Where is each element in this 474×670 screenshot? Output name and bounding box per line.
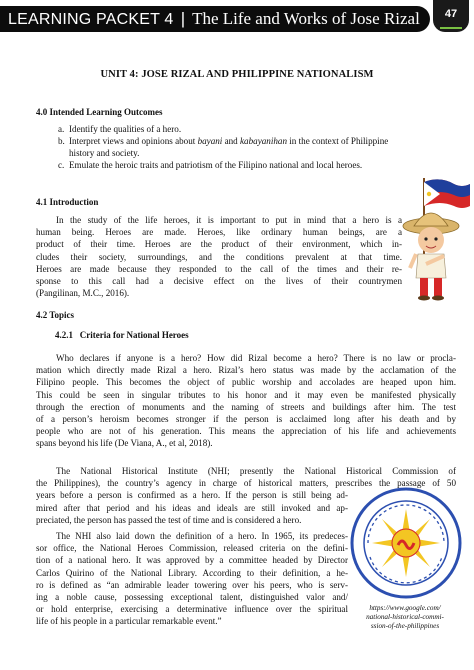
header-packet-number: 4: [164, 10, 174, 28]
header-packet-label: LEARNING PACKET: [8, 10, 161, 28]
text-line: (Pangilinan, M.C., 2016).: [36, 288, 130, 299]
text-line: life of his people in a particular remarkable event.”: [36, 616, 222, 627]
text-line: cludes their society, surroundings, and the conditions prevalent at that time.: [36, 251, 402, 262]
text-line: years before a person is confirmed as a hero. If the person is still being ad-: [36, 490, 348, 501]
unit-title: UNIT 4: JOSE RIZAL AND PHILIPPINE NATIONALISM: [100, 69, 374, 80]
boy-with-flag-illustration: [396, 176, 472, 306]
outcome-text: Interpret views and opinions about: [69, 136, 198, 146]
text-line: people who are not of his generation. This means the appreciation of his life and achievements: [36, 426, 456, 437]
seal-image-caption: [352, 604, 458, 631]
criteria-subheading: [55, 330, 189, 340]
outcome-text-continued: history and society.: [69, 148, 140, 159]
text-line: product of their time. Heroes are the product of their environment, which in-: [36, 239, 402, 250]
text-line: Heroes are made because they responded to the call of the times and their re-: [36, 263, 402, 274]
text-line: preciated, the person has passed the test of time and is considered a hero.: [36, 514, 302, 525]
header-book-title: The Life and Works of Jose Rizal: [192, 8, 420, 28]
outcome-item-b: [58, 135, 403, 159]
outcome-emphasis: kabayanihan: [240, 136, 287, 146]
text-line: or hold enterprise, exercising a determinative influence over the spiritual: [36, 604, 348, 615]
text-line: mation which directly made Rizal a hero. Rizal’s hero status was made by the acclamation of the: [36, 365, 456, 376]
text-line: human being. Heroes are made. Heroes, like ordinary human beings, are a: [36, 227, 402, 238]
outcome-text: Emulate the heroic traits and patriotism of the Filipino national and local heroes.: [69, 160, 363, 170]
text-line: This could be seen in singular tributes to his honor and it may even be manifested physically: [36, 389, 456, 400]
caption-line: national-historical-commi-: [366, 613, 444, 621]
text-line: ro is defined as “an admirable leader towering over his peers, who is serv-: [36, 579, 348, 590]
text-line: spans beyond his life (De Viana, A., et al, 2018).: [36, 438, 213, 449]
outcome-text: Identify the qualities of a hero.: [69, 124, 182, 134]
introduction-heading: 4.1 Introduction: [36, 197, 99, 207]
text-line: The NHI also laid down the definition of a hero. In 1965, its predeces-: [56, 531, 348, 541]
header-separator: |: [180, 8, 186, 28]
text-line: the Philippines), the country’s agency in charge of historical matters, prescribes the passage of 50: [36, 478, 456, 489]
header-title: [0, 6, 420, 33]
subheading-number: 4.2.1: [55, 330, 73, 340]
page-number-badge: 47: [433, 0, 469, 32]
text-line: through the erection of monuments and the naming of streets and buildings after him. The test: [36, 401, 456, 412]
caption-line: ssion-of-the-philippines: [370, 622, 440, 630]
outcome-letter: b.: [58, 136, 65, 146]
topics-heading: 4.2 Topics: [36, 310, 75, 320]
text-line: In the study of the life heroes, it is important to put in mind that a hero is a: [56, 215, 402, 225]
outcome-letter: c.: [58, 160, 65, 170]
subheading-text: Criteria for National Heroes: [79, 330, 189, 340]
nhcp-seal-icon: [350, 487, 462, 599]
outcome-item-a: [58, 123, 403, 135]
text-line: Filipino people. This becomes the object of public worship and accolades are heaped upon him.: [36, 377, 456, 388]
outcome-letter: a.: [58, 124, 65, 134]
outcomes-heading: 4.0 Intended Learning Outcomes: [36, 107, 163, 117]
caption-line: https://www.google.com/: [369, 604, 441, 612]
outcome-emphasis: bayani: [197, 136, 223, 146]
text-line: tion of a national hero. It was approved by a committee headed by Director: [36, 555, 348, 566]
text-line: The National Historical Institute (NHI; presently the National Historical Commission of: [56, 466, 456, 476]
text-line: ing a noble cause, possessing exceptional talent, distinguished valor and/: [36, 592, 348, 602]
text-line: of a person’s heroism becomes stronger if the person is acclaimed long after his death and by: [36, 414, 456, 424]
text-line: sponse to this call had a decisive effect on the lives of their countrymen: [36, 276, 402, 286]
text-line: mired after that period and his ideas and ideals are still invoked and ap-: [36, 502, 348, 513]
outcome-text: and: [222, 136, 241, 146]
text-line: Who declares if anyone is a hero? How did Rizal become a hero? There is no law or procla-: [56, 353, 456, 363]
text-line: sor office, the National Heroes Commission, released criteria on the defini-: [36, 543, 348, 554]
page-header: [0, 0, 474, 34]
text-line: Carlos Quirino of the National Library. According to their definition, a he-: [36, 567, 348, 578]
header-bar: [0, 6, 430, 32]
outcome-item-c: [58, 159, 418, 171]
outcome-text: in the context of Philippine: [287, 136, 389, 146]
